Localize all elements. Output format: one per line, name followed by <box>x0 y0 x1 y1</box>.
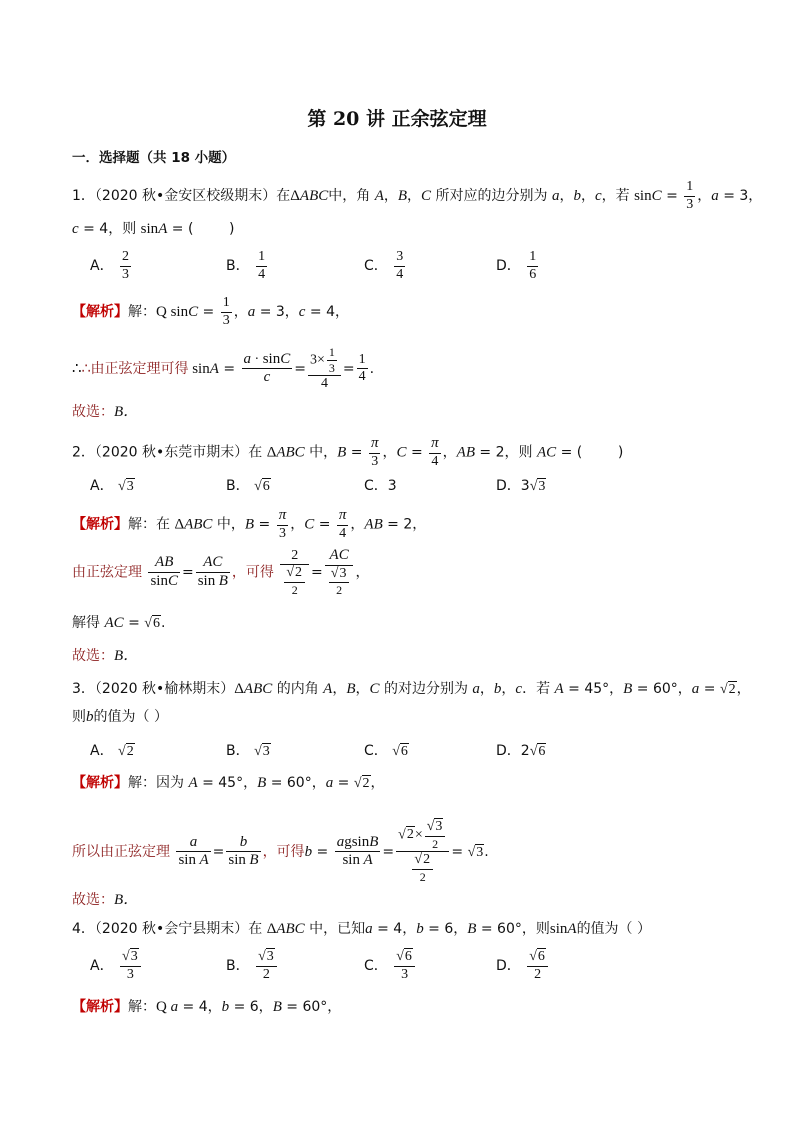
q1-opt-a-label: A． <box>90 258 114 275</box>
q1-opt-b-label: B． <box>226 258 250 275</box>
q3-mid: 的内角 <box>276 681 319 697</box>
q1-opt-b-den: 4 <box>258 266 266 282</box>
analysis-label-3: 【解析】 <box>72 775 128 791</box>
q3-line2-a: 则 <box>72 709 86 725</box>
q1-frac-sinc: $\frac{1}{3}$ <box>686 179 694 212</box>
q3-mid2: 的对边分别为 <box>383 681 468 697</box>
q3-sol2-text: 所以由正弦定理 <box>72 843 170 860</box>
q3-answer <box>72 888 138 909</box>
q1-opt-a-den: 3 <box>122 266 130 282</box>
q2-sol2b-text: ，可得 <box>231 564 274 581</box>
q2-opt-c-label: C．3 <box>364 478 397 494</box>
q2-opt-a-label: A． <box>90 478 114 494</box>
q1-option-a[interactable] <box>90 250 133 282</box>
q2-solution-line3: 解得 AC = √6. <box>72 615 166 631</box>
q1-opt-b-num: 1 <box>256 250 267 267</box>
q4-solution-line1: 【解析】解：Q a = 4，b = 6，B = 60°， <box>72 999 342 1015</box>
q1-answer <box>72 400 138 421</box>
q2-solution-line2: 由正弦定理 $\frac{AB}{\sin C}$ = $\frac{AC}{\text{sin B}}$ ，可得 $\frac{2}{\frac{√2}{2}}$ = $\frac{AC}{\frac{√3}{2}}$ ， <box>72 547 370 598</box>
q1-solution-line2: ∴∴由正弦定理可得 sinA = $\frac{a \cdot \sin C}{c}$ = 3× $\frac{1}{3}$ 4 = $\frac{1}{4}$ . <box>72 345 375 392</box>
q4-option-b[interactable]: B． $\frac{√3}{2}$ <box>226 950 279 982</box>
q3-option-d[interactable]: D．2√6 <box>496 743 546 759</box>
q2-answer-value: B． <box>114 648 139 664</box>
q1-opt-d-num: 1 <box>527 250 538 267</box>
choose-label-2: 故选： <box>72 648 114 664</box>
q1-option-b[interactable] <box>226 250 269 282</box>
q1-option-d[interactable] <box>496 250 540 282</box>
q3-solution-line1: 【解析】解：因为 A = 45°，B = 60°，a = √2， <box>72 775 385 791</box>
q2-sol1-text: 在 <box>156 516 170 533</box>
q4-opt-a-label: A． <box>90 958 114 975</box>
q3-solution-line2: 所以由正弦定理 $\frac{a}{\text{sin A}}$ = $\frac{b}{\text{sin B}}$ ，可得b = $\frac{agsinB}{\text{sin A}}$ = √2× $\frac{√3}{2}$ $\frac{√2}{2}$ = √3. <box>72 819 489 884</box>
q4-opt-b-label: B． <box>226 958 250 975</box>
analysis-label-2: 【解析】 <box>72 516 128 533</box>
q3-opt-c-label: C． <box>364 743 388 759</box>
q2-opt-b-label: B． <box>226 478 250 494</box>
q2-mid: 中， <box>309 444 338 461</box>
choose-label-3: 故选： <box>72 892 114 908</box>
q2-option-c[interactable] <box>364 475 397 495</box>
q4-mid: 中，已知 <box>309 921 366 937</box>
q3-opt-a-label: A． <box>90 743 114 759</box>
q2-prefix: 2．（2020 秋•东莞市期末）在 <box>72 444 263 461</box>
q1-sol2-text: ∴由正弦定理可得 <box>81 360 189 377</box>
q2-solution-line1: 【解析】解：在 ΔABC 中，B = $\frac{\pi}{3}$ ，C = $\frac{\pi}{4}$ ，AB = 2， <box>72 507 427 541</box>
q3-line2-b: 的值为（ ） <box>93 709 168 725</box>
section-heading: 一．选择题（共 18 小题） <box>72 150 236 166</box>
q1-opt-c-den: 4 <box>396 266 404 282</box>
q1-opt-a-num: 2 <box>120 250 131 267</box>
analysis-label: 【解析】 <box>72 304 128 321</box>
q4-opt-d-label: D． <box>496 958 521 975</box>
q3-stem-line2: 则b的值为（ ） <box>72 709 168 725</box>
q1-triangle: Δ <box>290 188 300 205</box>
q2-option-d[interactable]: D．3√3 <box>496 478 546 494</box>
q3-sol1-text: 因为 <box>156 775 184 791</box>
q1-mid: 中，角 <box>328 188 371 205</box>
q1-opt-c-label: C． <box>364 258 388 275</box>
q3-option-b[interactable]: B． √3 <box>226 743 270 759</box>
q3-option-c[interactable]: C． √6 <box>364 743 408 759</box>
q2-sol2-text: 由正弦定理 <box>72 564 142 581</box>
q3-opt-d-label: D．2 <box>496 743 530 759</box>
q3-prefix: 3．（2020 秋•榆林期末） <box>72 681 235 697</box>
jie-label: 解： <box>128 304 156 321</box>
page-title: 第 20 讲 正余弦定理 <box>307 108 487 130</box>
q2-opt-d-label: D．3 <box>496 478 530 494</box>
jie-label-4: 解： <box>128 999 156 1015</box>
q2-answer <box>72 644 138 665</box>
q1-opt-c-num: 3 <box>394 250 405 267</box>
q3-stem: 3．（2020 秋•榆林期末）ΔABC 的内角 A，B，C 的对边分别为 a，b，c．若 A = 45°，B = 60°，a = √2， <box>72 681 751 697</box>
q1-opt-d-label: D． <box>496 258 521 275</box>
q1-answer-value: B． <box>114 404 139 420</box>
q1-stem: 1．（2020 秋•金安区校级期末）在ΔABC中，角 A，B，C 所对应的边分别为 a，b，c，若 sinC = $\frac{1}{3}$ ，a = 3， <box>72 179 763 212</box>
q1-option-c[interactable] <box>364 250 407 282</box>
jie-label-3: 解： <box>128 775 156 791</box>
q4-option-c[interactable]: C． $\frac{√6}{3}$ <box>364 950 417 982</box>
q1-prefix: 1．（2020 秋•金安区校级期末）在 <box>72 188 291 205</box>
q4-stem: 4．（2020 秋•会宁县期末）在 ΔABC 中，已知a = 4，b = 6，B = 60°，则sinA的值为（ ） <box>72 921 652 937</box>
q2-option-b[interactable]: B． √6 <box>226 478 270 494</box>
q2-sol3-text: 解得 <box>72 615 100 631</box>
choose-label-1: 故选： <box>72 404 114 420</box>
q2-stem: 2．（2020 秋•东莞市期末）在 ΔABC 中，B = $\frac{\pi}{3}$ ，C = $\frac{\pi}{4}$ ，AB = 2，则 AC = ( ) <box>72 435 624 469</box>
q1-opt-d-den: 6 <box>529 266 537 282</box>
q3-opt-b-label: B． <box>226 743 250 759</box>
jie-label-2: 解： <box>128 516 156 533</box>
q4-tail2: 的值为（ ） <box>576 921 652 937</box>
q1-solution-line1: 【解析】解：Q sinC = $\frac{1}{3}$ ，a = 3，c = 4， <box>72 295 350 328</box>
q3-option-a[interactable]: A． √2 <box>90 743 134 759</box>
q4-tail: ，则 <box>521 921 550 937</box>
q4-opt-c-label: C． <box>364 958 388 975</box>
analysis-label-4: 【解析】 <box>72 999 128 1015</box>
q2-option-a[interactable]: A． √3 <box>90 478 134 494</box>
q1-stem-line2: c = 4，则 sinA = ( ) <box>72 221 235 237</box>
q3-answer-value: B． <box>114 892 139 908</box>
q3-sol2b-text: ，可得 <box>262 843 305 860</box>
q4-option-d[interactable]: D． $\frac{√6}{2}$ <box>496 950 550 982</box>
q4-option-a[interactable]: A． $\frac{√3}{3}$ <box>90 950 143 982</box>
q4-prefix: 4．（2020 秋•会宁县期末）在 <box>72 921 263 937</box>
